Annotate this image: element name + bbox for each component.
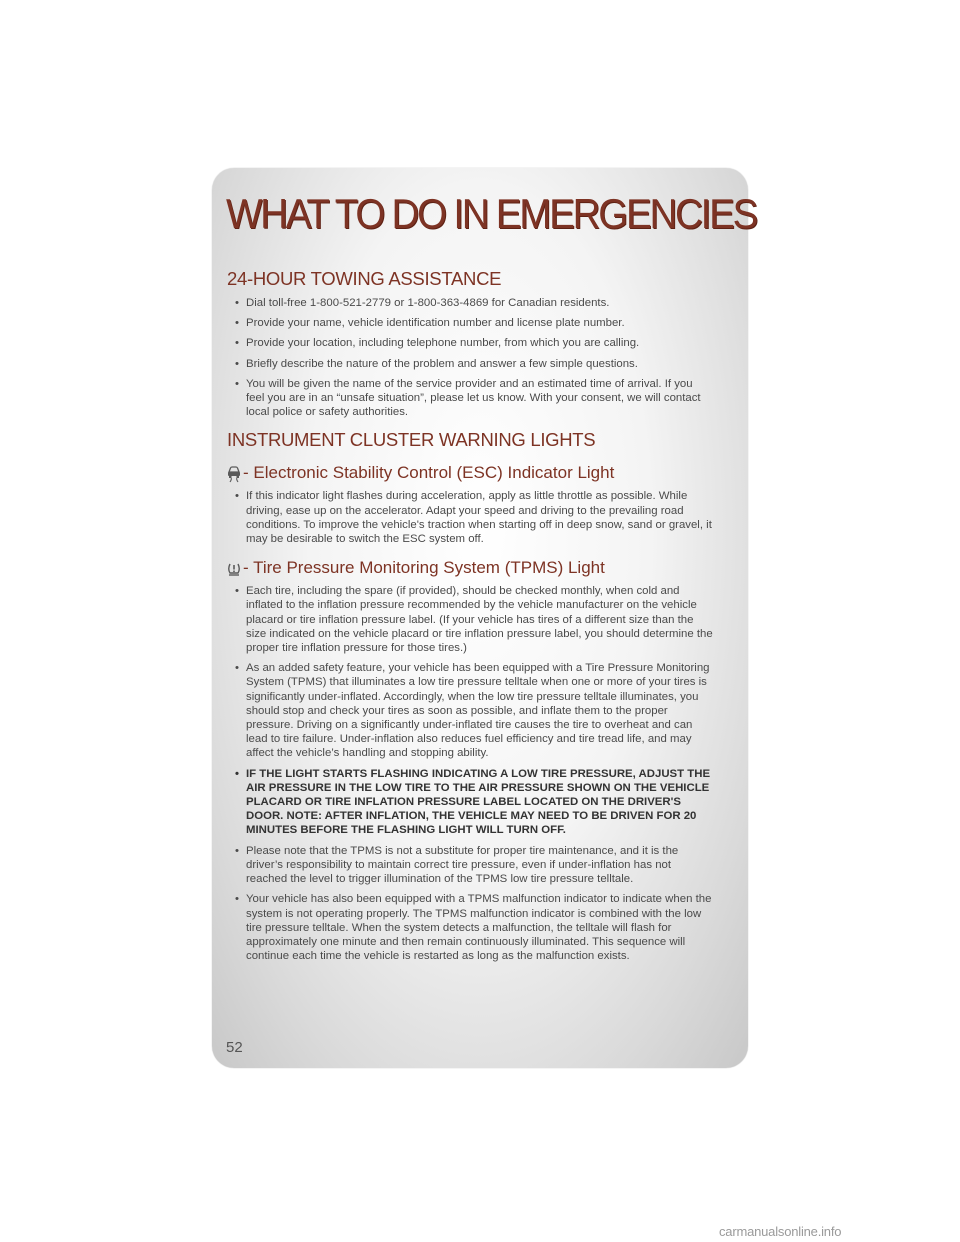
esc-list — [227, 489, 713, 546]
page-title: WHAT TO DO IN EMERGENCIES — [226, 190, 757, 237]
list-item: • Please note that the TPMS is not a substitute for proper tire maintenance, and it is the driver’s responsibility to maintain correct tire pressure, even if under-inflation has not reached the level to trigger illumination of the TPMS low tire pressure telltale. — [227, 844, 713, 887]
cluster-heading: INSTRUMENT CLUSTER WARNING LIGHTS — [227, 429, 596, 451]
esc-skid-car-icon — [227, 465, 241, 483]
list-item: • Dial toll-free 1-800-521-2779 or 1-800-363-4869 for Canadian residents. — [227, 296, 713, 310]
list-item: • If this indicator light flashes during acceleration, apply as little throttle as possible. While driving, ease up on the accelerator. Adapt your speed and driving to the prevailing road conditions. To improve the vehicle's traction when starting off in deep snow, sand or gravel, it may be desirable to switch the ESC system off. — [227, 489, 713, 546]
towing-section — [227, 268, 713, 419]
tpms-subheading — [227, 558, 713, 578]
towing-heading: 24-HOUR TOWING ASSISTANCE — [227, 268, 502, 289]
list-item: • You will be given the name of the service provider and an estimated time of arrival. If you feel you are in an “unsafe situation”, please let us know. With your consent, we will contact local police or safety authorities. — [227, 377, 713, 420]
list-item: • Provide your name, vehicle identification number and license plate number. — [227, 316, 713, 330]
list-item: • Provide your location, including telephone number, from which you are calling. — [227, 336, 713, 350]
cluster-section — [227, 429, 713, 963]
tpms-tire-warning-icon — [227, 560, 241, 578]
tpms-title: - Tire Pressure Monitoring System (TPMS) Light — [243, 558, 605, 578]
list-item: • Each tire, including the spare (if provided), should be checked monthly, when cold and inflated to the inflation pressure recommended by the vehicle manufacturer on the vehicle placard or tire inflation pressure label. (If your vehicle has tires of a different size than the size indicated on the vehicle placard or tire inflation pressure label, you should determine the proper tire inflation pressure for those tires.) — [227, 584, 713, 655]
esc-subheading — [227, 463, 713, 483]
list-item: • Briefly describe the nature of the problem and answer a few simple questions. — [227, 357, 713, 371]
list-item: • IF THE LIGHT STARTS FLASHING INDICATING A LOW TIRE PRESSURE, ADJUST THE AIR PRESSURE IN THE LOW TIRE TO THE AIR PRESSURE SHOWN ON THE VEHICLE PLACARD OR TIRE INFLATION PRESSURE LABEL LOCATED ON THE DRIVER'S DOOR. NOTE: AFTER INFLATION, THE VEHICLE MAY NEED TO BE DRIVEN FOR 20 MINUTES BEFORE THE FLASHING LIGHT WILL TURN OFF. — [227, 767, 713, 838]
page-content — [227, 268, 713, 973]
esc-title: - Electronic Stability Control (ESC) Indicator Light — [243, 463, 615, 483]
list-item: • As an added safety feature, your vehicle has been equipped with a Tire Pressure Monitoring System (TPMS) that illuminates a low tire pressure telltale when one or more of your tires is significantly under-inflated. Accordingly, when the low tire pressure telltale illuminates, you should stop and check your tires as soon as possible, and inflate them to the proper pressure. Driving on a significantly under-inflated tire causes the tire to overheat and can lead to tire failure. Under-inflation also reduces fuel efficiency and tire tread life, and may affect the vehicle’s handling and stopping ability. — [227, 661, 713, 760]
tpms-list — [227, 584, 713, 963]
towing-list — [227, 296, 713, 419]
page-number: 52 — [226, 1039, 243, 1056]
footer-watermark: carmanualsonline.info — [719, 1224, 842, 1239]
list-item: • Your vehicle has also been equipped with a TPMS malfunction indicator to indicate when the system is not operating properly. The TPMS malfunction indicator is combined with the low tire pressure telltale. When the system detects a malfunction, the telltale will flash for approximately one minute and then remain continuously illuminated. This sequence will continue each time the vehicle is restarted as long as the malfunction exists. — [227, 892, 713, 963]
